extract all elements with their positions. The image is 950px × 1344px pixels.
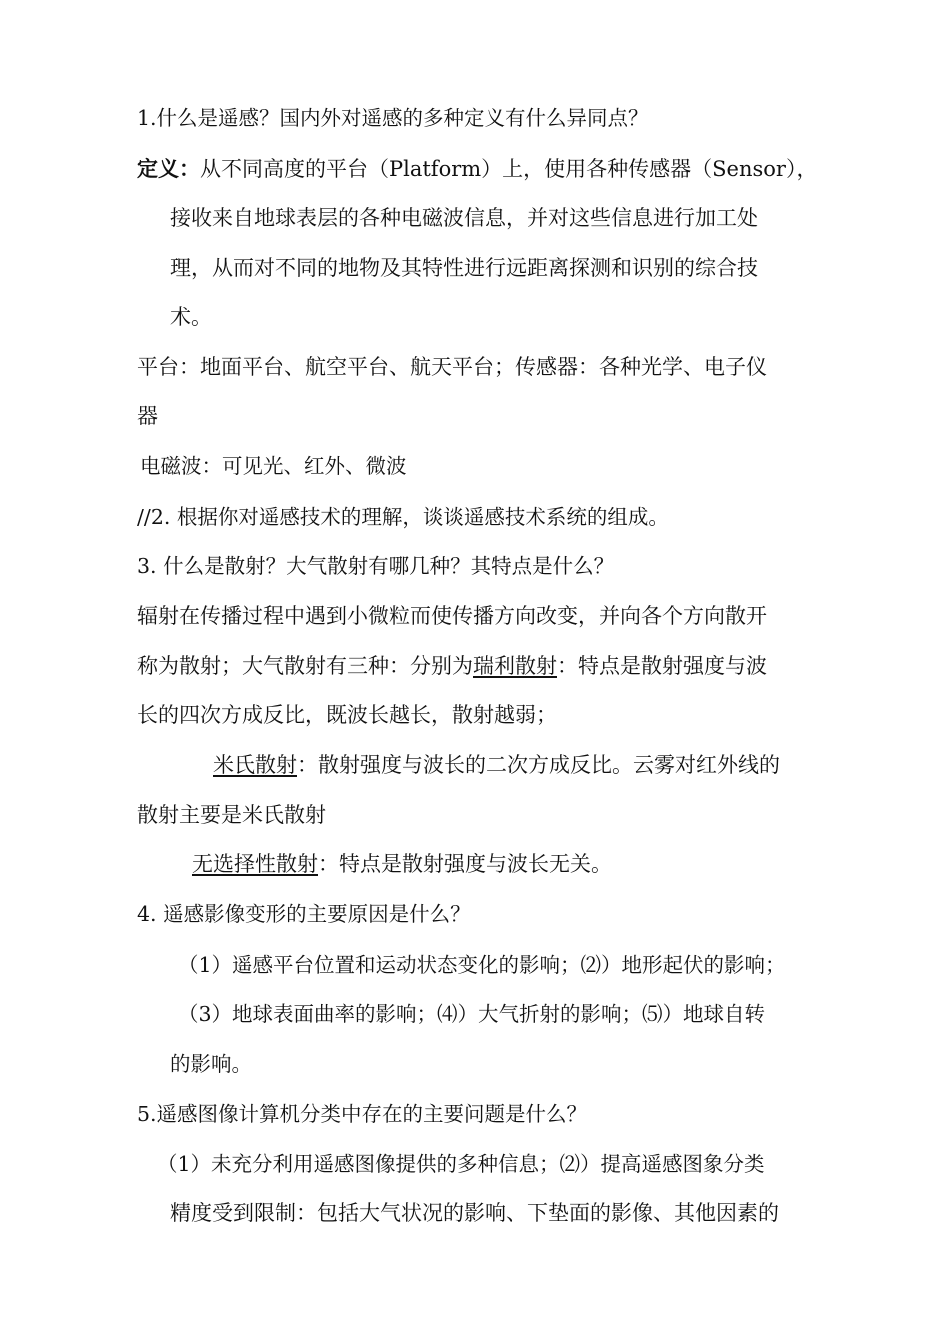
mie-scattering-text: ：散射强度与波长的二次方成反比。云雾对红外线的 [297,753,780,777]
q3-answer-line-1: 辐射在传播过程中遇到小微粒而使传播方向改变，并向各个方向散开 [137,604,767,628]
q1-definition-line-1 [137,154,817,184]
q3-nonselective-line [192,849,612,879]
q1-definition-line-3: 理，从而对不同的地物及其特性进行远距离探测和识别的综合技 [170,256,758,280]
q1-em-line: 电磁波：可见光、红外、微波 [140,454,407,478]
q3-answer-line-2a: 称为散射；大气散射有三种：分别为 [137,654,473,678]
q3-mie-line [213,750,780,780]
q4-answer-line-1: （1）遥感平台位置和运动状态变化的影响；⑵）地形起伏的影响； [178,953,786,977]
q1-platform-line: 平台：地面平台、航空平台、航天平台；传感器：各种光学、电子仪 [137,355,767,379]
q2-question: //2. 根据你对遥感技术的理解，谈谈遥感技术系统的组成。 [137,505,669,529]
definition-text: 从不同高度的平台（Platform）上，使用各种传感器（Sensor）， [200,157,818,181]
q1-definition-line-4: 术。 [170,305,212,329]
q3-question: 3. 什么是散射？大气散射有哪几种？其特点是什么？ [137,554,615,578]
q3-mie-line-2: 散射主要是米氏散射 [137,803,326,827]
q5-answer-line-1: （1）未充分利用遥感图像提供的多种信息；⑵）提高遥感图象分类 [157,1152,765,1176]
definition-label: 定义： [137,156,200,181]
nonselective-scattering-text: ：特点是散射强度与波长无关。 [318,852,612,876]
q4-answer-line-2: （3）地球表面曲率的影响；⑷）大气折射的影响；⑸）地球自转 [178,1002,766,1026]
rayleigh-scattering-term: 瑞利散射 [473,654,557,678]
q5-answer-line-2: 精度受到限制：包括大气状况的影响、下垫面的影像、其他因素的 [170,1201,779,1225]
q5-question: 5.遥感图像计算机分类中存在的主要问题是什么？ [137,1102,588,1126]
mie-scattering-term: 米氏散射 [213,753,297,777]
q1-definition-line-2: 接收来自地球表层的各种电磁波信息，并对这些信息进行加工处 [170,206,758,230]
q3-answer-line-2b: ：特点是散射强度与波 [557,654,767,678]
q4-question: 4. 遥感影像变形的主要原因是什么？ [137,902,471,926]
nonselective-scattering-term: 无选择性散射 [192,852,318,876]
q3-answer-line-2 [137,651,767,681]
q1-question: 1.什么是遥感？国内外对遥感的多种定义有什么异同点？ [137,106,649,130]
q1-platform-line-2: 器 [137,404,158,428]
q3-answer-line-3: 长的四次方成反比，既波长越长，散射越弱； [137,703,557,727]
q4-answer-line-3: 的影响。 [170,1052,252,1076]
